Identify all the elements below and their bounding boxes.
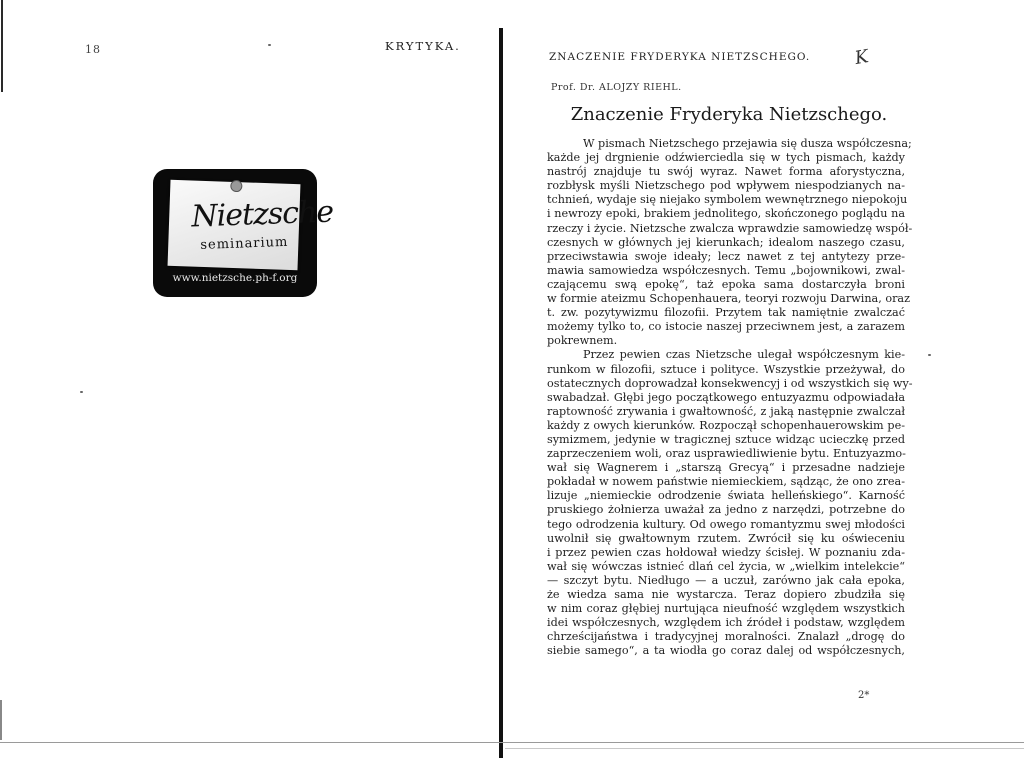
text-line: swabadzał. Głębi jego początkowego entuzyazmu odpowiadała [547,390,905,404]
logo-note-paper [168,180,334,270]
text-line: i przez pewien czas hołdował wiedzy ścisłej. W poznaniu zda- [547,545,905,559]
book-gutter [499,28,503,758]
text-line: wał się wówczas istnieć dlań cel życia, w „wielkim intelekcie“ [547,559,905,573]
article-author: Prof. Dr. ALOJZY RIEHL. [551,82,682,93]
page-number-left: 18 [85,43,101,56]
text-line: możemy tylko to, co istocie naszej przeciwnem jest, a zarazem [547,320,905,334]
text-line: raptowność zrywania i gwałtowność, z jaką następnie zwalczał [547,404,905,418]
text-line: lizuje „niemieckie odrodzenie świata helleńskiego“. Karność [547,489,905,503]
text-line: mawia samowiedza współczesnych. Temu „bojownikowi, zwal- [547,263,905,277]
text-line: pruskiego żołnierza uważał za jedno z narzędzi, potrzebne do [547,503,905,517]
article-title: Znaczenie Fryderyka Nietzschego. [570,104,888,125]
text-line: pokrewnem. [547,334,618,348]
text-line: siebie samego“, a ta wiodła go coraz dalej od współczesnych, [547,644,905,658]
text-line: wał się Wagnerem i „starszą Grecyą“ i przesadne nadzieje [547,461,905,475]
logo-script-text: Nietzsche [190,194,334,235]
article-body [547,137,913,658]
scan-speck [268,44,271,46]
text-line: tchnień, wydaje się niejako symbolem wewnętrznego niepokoju [547,193,908,207]
scan-edge-shadow-lower [0,700,2,740]
page-bottom-edge [0,742,1024,743]
text-line: każde jej drgnienie odźwierciedla się w tych pismach, każdy [547,151,905,165]
scan-speck [80,391,83,393]
text-line: uwolnił się gwałtownym rzutem. Zwrócił się ku oświeceniu [547,531,905,545]
text-line: każdy z owych kierunków. Rozpoczął schopenhauerowskim pe- [547,418,905,432]
text-line: w formie ateizmu Schopenhauera, teoryi rozwoju Darwina, oraz [547,292,910,306]
text-line: tego odrodzenia kultury. Od owego romantyzmu swej młodości [547,517,905,531]
text-line: nastrój znajduje tu swój wyraz. Nawet forma aforystyczna, [547,165,905,179]
text-line: rozbłysk myśli Nietzschego pod wpływem niespodzianych na- [547,179,905,193]
text-line: zaprzeczeniem woli, oraz usprawiedliwienie bytu. Entuzyazmo- [547,447,906,461]
handwritten-mark: K [853,45,871,70]
text-line: rzeczy i życie. Nietzsche zwalcza wprawdzie samowiedzę współ- [547,221,913,235]
text-line: symizmem, jedynie w tragicznej sztuce widząc ucieczkę przed [547,432,905,446]
scan-speck [928,354,931,356]
signature-mark: 2* [858,690,870,701]
text-line: runkom w filozofii, sztuce i polityce. Wszystkie przeżywał, do [547,362,905,376]
running-head-left: KRYTYKA. [385,39,461,53]
scan-edge-shadow [1,0,3,92]
text-line: w nim coraz głębiej nurtująca nieufność względem wszystkich [547,602,905,616]
text-line: — szczyt bytu. Niedługo — a uczuł, zarówno jak cała epoka, [547,573,905,587]
watermark-logo [153,169,334,297]
running-head-right: ZNACZENIE FRYDERYKA NIETZSCHEGO. [549,51,811,63]
text-line: W pismach Nietzschego przejawia się dusza współczesna; [583,137,912,150]
text-line: czającemu swą epokę“, taż epoka sama dostarczyła broni [547,277,905,291]
text-line: że wiedza sama nie wystarcza. Teraz dopiero zbudziła się [547,588,905,601]
text-line: t. zw. pozytywizmu filozofii. Przytem tak namiętnie zwalczać [547,306,905,320]
pin-icon [230,180,242,192]
text-line: Przez pewien czas Nietzsche ulegał współczesnym kie- [583,348,905,362]
logo-subtitle: seminarium [200,234,289,253]
logo-url: www.nietzsche.ph-f.org [172,272,298,284]
text-line: idei współczesnych, względem ich źródeł i podstaw, względem [547,616,905,630]
text-line: pokładał w nowem państwie niemieckiem, sądząc, że ono zrea- [547,475,905,489]
text-line: chrześcijaństwa i tradycyjnej moralności. Znalazł „drogę do [547,630,905,644]
text-line: przeciwstawia swoje ideały; lecz nawet z tej antytezy prze- [547,249,905,263]
text-line: ostatecznych doprowadzał konsekwencyj i od wszystkich się wy- [547,376,913,390]
page-bottom-edge-right [505,748,1024,749]
text-line: czesnych w głównych jej kierunkach; idealom naszego czasu, [547,235,905,249]
text-line: i newrozy epoki, brakiem jednolitego, skończonego poglądu na [547,207,905,221]
